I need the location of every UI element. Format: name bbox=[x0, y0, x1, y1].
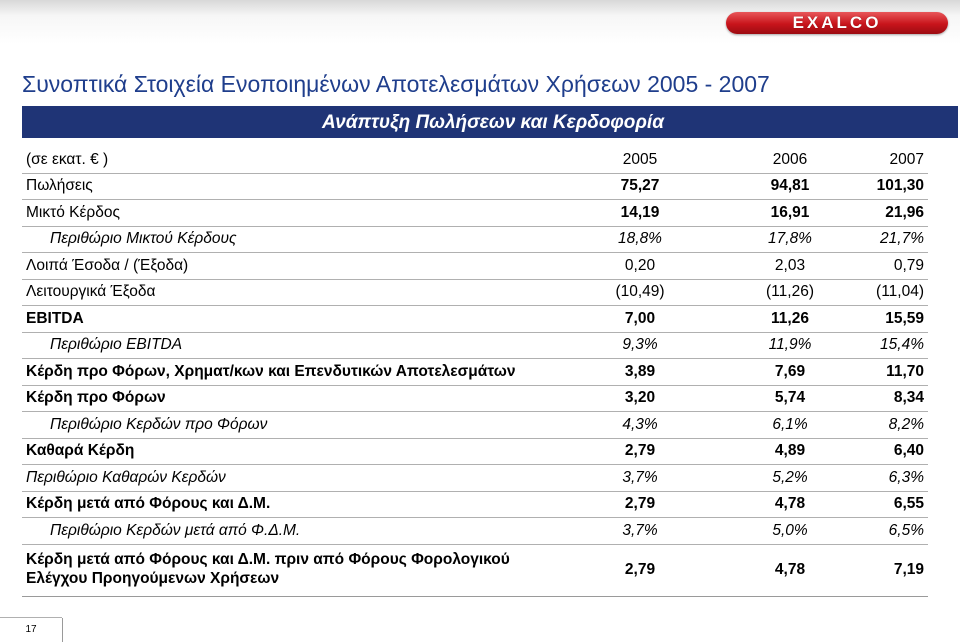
logo-text: EXALCO bbox=[792, 13, 882, 32]
table-row bbox=[22, 173, 928, 200]
subtitle: Ανάπτυξη Πωλήσεων και Κερδοφορία bbox=[322, 112, 664, 133]
cell-2005: 18,8% bbox=[618, 230, 662, 247]
financial-table bbox=[22, 146, 928, 597]
unit-label: (σε εκατ. € ) bbox=[26, 151, 109, 168]
cell-2005: 2,79 bbox=[624, 561, 656, 578]
cell-2007: 6,40 bbox=[893, 442, 924, 459]
row-label bbox=[26, 550, 510, 588]
cell-2006: 94,81 bbox=[770, 177, 810, 194]
cell-2005: 3,7% bbox=[622, 522, 658, 539]
cell-2007: 8,2% bbox=[888, 416, 924, 433]
row-label: Κέρδη μετά από Φόρους και Δ.Μ. bbox=[26, 495, 271, 512]
cell-2005: 0,20 bbox=[624, 257, 656, 274]
cell-2005: 9,3% bbox=[622, 336, 658, 353]
table-row bbox=[22, 252, 928, 280]
row-label-line2: Ελέγχου Προηγούμενων Χρήσεων bbox=[26, 570, 280, 587]
cell-2007: 15,4% bbox=[880, 336, 924, 353]
cell-2007: 11,70 bbox=[886, 363, 924, 380]
cell-2006: 16,91 bbox=[770, 204, 810, 221]
cell-2007: 21,7% bbox=[880, 230, 924, 247]
cell-2005: (10,49) bbox=[615, 283, 665, 300]
row-label: EBITDA bbox=[26, 310, 84, 327]
cell-2006: 5,0% bbox=[772, 522, 808, 539]
cell-2007: 0,79 bbox=[893, 257, 924, 274]
row-label: Πωλήσεις bbox=[26, 177, 93, 194]
cell-2005: 7,00 bbox=[624, 310, 656, 327]
cell-2006: 11,26 bbox=[771, 310, 809, 327]
page-title: Συνοπτικά Στοιχεία Ενοποιημένων Αποτελεσμάτων Χρήσεων 2005 - 2007 bbox=[22, 71, 770, 97]
page-number: 17 bbox=[0, 618, 63, 642]
cell-2007: 6,5% bbox=[888, 522, 924, 539]
cell-2007: 101,30 bbox=[876, 177, 924, 194]
row-label: Κέρδη προ Φόρων, Χρηματ/κων και Επενδυτικών Αποτελεσμάτων bbox=[26, 363, 516, 380]
cell-2007: 6,3% bbox=[888, 469, 924, 486]
cell-2006: 4,78 bbox=[774, 495, 806, 512]
table-row bbox=[22, 332, 928, 359]
cell-2006: (11,26) bbox=[766, 283, 814, 300]
cell-2006: 5,74 bbox=[774, 389, 806, 406]
table-row bbox=[22, 199, 928, 227]
table-row bbox=[22, 305, 928, 333]
cell-2007: 6,55 bbox=[893, 495, 924, 512]
year-header: 2007 bbox=[889, 151, 924, 168]
cell-2005: 3,7% bbox=[622, 469, 658, 486]
cell-2005: 2,79 bbox=[624, 495, 656, 512]
row-label: Μικτό Κέρδος bbox=[26, 204, 120, 221]
row-label: Περιθώριο Κερδών προ Φόρων bbox=[50, 416, 268, 433]
table-row bbox=[22, 226, 928, 253]
table-row bbox=[22, 411, 928, 439]
row-label: Περιθώριο Μικτού Κέρδους bbox=[50, 230, 237, 247]
cell-2007: 8,34 bbox=[893, 389, 924, 406]
cell-2007: 15,59 bbox=[885, 310, 924, 327]
cell-2005: 2,79 bbox=[624, 442, 656, 459]
cell-2007: (11,04) bbox=[876, 283, 924, 300]
row-label: Λειτουργικά Έξοδα bbox=[26, 283, 156, 300]
table-row bbox=[22, 544, 928, 595]
cell-2006: 7,69 bbox=[774, 363, 806, 380]
cell-2007: 7,19 bbox=[893, 561, 924, 578]
cell-2005: 3,20 bbox=[624, 389, 656, 406]
subtitle-bar bbox=[22, 106, 958, 138]
cell-2005: 4,3% bbox=[622, 416, 658, 433]
cell-2005: 3,89 bbox=[624, 363, 656, 380]
row-label: Περιθώριο Καθαρών Κερδών bbox=[26, 469, 226, 486]
cell-2005: 14,19 bbox=[620, 204, 660, 221]
year-header: 2006 bbox=[772, 151, 808, 168]
table-header bbox=[22, 146, 928, 174]
table-row bbox=[22, 491, 928, 518]
table-row bbox=[22, 517, 928, 545]
table-row bbox=[22, 464, 928, 492]
row-label: Λοιπά Έσοδα / (Έξοδα) bbox=[26, 257, 189, 274]
exalco-logo bbox=[726, 12, 948, 34]
cell-2007: 21,96 bbox=[885, 204, 924, 221]
table-row bbox=[22, 438, 928, 465]
table-row bbox=[22, 358, 928, 386]
cell-2006: 6,1% bbox=[772, 416, 808, 433]
row-label: Κέρδη προ Φόρων bbox=[26, 389, 166, 406]
cell-2006: 2,03 bbox=[774, 257, 806, 274]
year-header: 2005 bbox=[622, 151, 658, 168]
cell-2006: 17,8% bbox=[768, 230, 812, 247]
row-label: Περιθώριο EBITDA bbox=[50, 336, 183, 353]
cell-2006: 4,78 bbox=[774, 561, 806, 578]
cell-2006: 4,89 bbox=[774, 442, 806, 459]
cell-2006: 11,9% bbox=[768, 336, 812, 353]
table-row bbox=[22, 385, 928, 412]
row-label-line1: Κέρδη μετά από Φόρους και Δ.Μ. πριν από Φόρους Φορολογικού bbox=[26, 551, 510, 568]
cell-2005: 75,27 bbox=[620, 177, 660, 194]
cell-2006: 5,2% bbox=[772, 469, 808, 486]
table-row bbox=[22, 279, 928, 306]
row-label: Καθαρά Κέρδη bbox=[26, 442, 135, 459]
row-label: Περιθώριο Κερδών μετά από Φ.Δ.Μ. bbox=[50, 522, 301, 539]
